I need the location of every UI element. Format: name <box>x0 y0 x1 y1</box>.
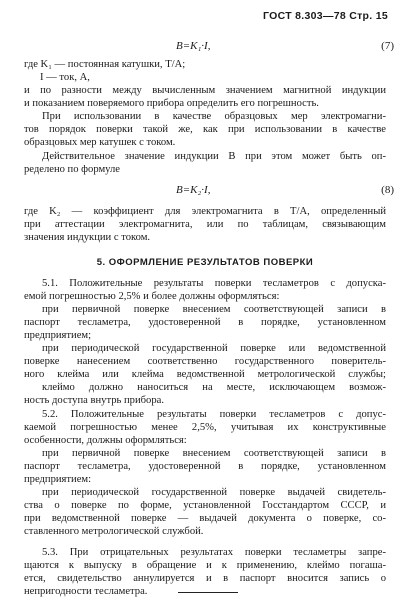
formula-8-number: (8) <box>381 184 394 196</box>
text-line: 5.1. Положительные результаты поверки тесламетров с допуска- <box>42 278 386 289</box>
formula-7-expr: B=K₁·I, <box>176 40 211 52</box>
text-line: при периодической государственной поверке или ведомственной <box>42 343 386 354</box>
section-title: 5. ОФОРМЛЕНИЕ РЕЗУЛЬТАТОВ ПОВЕРКИ <box>96 257 314 268</box>
text-line: емой погрешностью 2,5% и более должны оформляться: <box>24 291 280 302</box>
text-line: при первичной поверке внесением соответствующей записи в <box>42 448 386 459</box>
text-line: непригодности тесламетра. <box>24 586 148 597</box>
text-line: щаются к выпуску в обращение и к применению, клеймо погаша- <box>24 560 386 571</box>
text-line: и по разности между вычисленным значением магнитной индукции <box>24 85 386 96</box>
text-line: при периодической государственной поверке выдачей свидетель- <box>42 487 386 498</box>
end-rule <box>178 592 238 593</box>
text-line: каемой погрешностью менее 2,5%, учитывая их конструктивные <box>24 422 386 433</box>
text-line: и показанием поверяемого прибора определить его погрешность. <box>24 98 319 109</box>
text-line: образцовых мер катушек с током. <box>24 137 176 148</box>
text-line: где K₁ — постоянная катушки, Т/А; <box>24 59 186 70</box>
text-line: при первичной поверке внесением соответствующей записи в <box>42 304 386 315</box>
text-line: предприятием: <box>24 474 92 485</box>
page-header: ГОСТ 8.303—78 Стр. 15 <box>263 10 388 22</box>
formula-7-number: (7) <box>381 40 394 52</box>
text-line: особенности, должны оформляться: <box>24 435 187 446</box>
text-line: 5.3. При отрицательных результатах поверки тесламетры запре- <box>42 547 386 558</box>
text-line: при аттестации электромагнита, или по таблицам, связывающим <box>24 219 386 230</box>
formula-8-expr: B=K₂·I, <box>176 184 211 196</box>
text-line: 5.2. Положительные результаты поверки тесламетров с допус- <box>42 409 386 420</box>
text-line: поверке нанесением соответственно государственного поверитель- <box>24 356 386 367</box>
text-line: значения индукции с током. <box>24 232 151 243</box>
text-line: При использовании в качестве образцовых мер электромагни- <box>42 111 386 122</box>
text-line: где K₂ — коэффициент для электромагнита в Т/А, определенный <box>24 206 386 217</box>
text-line: паспорт тесламетра, удостоверенной в порядке, установленном <box>24 461 386 472</box>
text-line: I — ток, А, <box>40 72 90 83</box>
text-line: ределено по формуле <box>24 164 120 175</box>
text-line: ного клейма или клейма ведомственной метрологической службы; <box>24 369 386 380</box>
text-line: ства о поверке по форме, установленной Госстандартом СССР, и <box>24 500 386 511</box>
text-line: Действительное значение индукции B при этом может быть оп- <box>42 151 386 162</box>
text-line: ставленного метрологической службой. <box>24 526 204 537</box>
text-line: клеймо должно наноситься на месте, исключающем возмож- <box>42 382 386 393</box>
text-line: паспорт тесламетра, удостоверенной в порядке, установленном <box>24 317 386 328</box>
text-line: при ведомственной поверке — выдачей документа о поверке, со- <box>24 513 386 524</box>
text-line: ность доступа внутрь прибора. <box>24 395 164 406</box>
text-line: тов порядок поверки такой же, как при использовании в качестве <box>24 124 386 135</box>
text-line: предприятием; <box>24 330 92 341</box>
text-line: ется, свидетельство аннулируется и в паспорт вносится запись о <box>24 573 386 584</box>
